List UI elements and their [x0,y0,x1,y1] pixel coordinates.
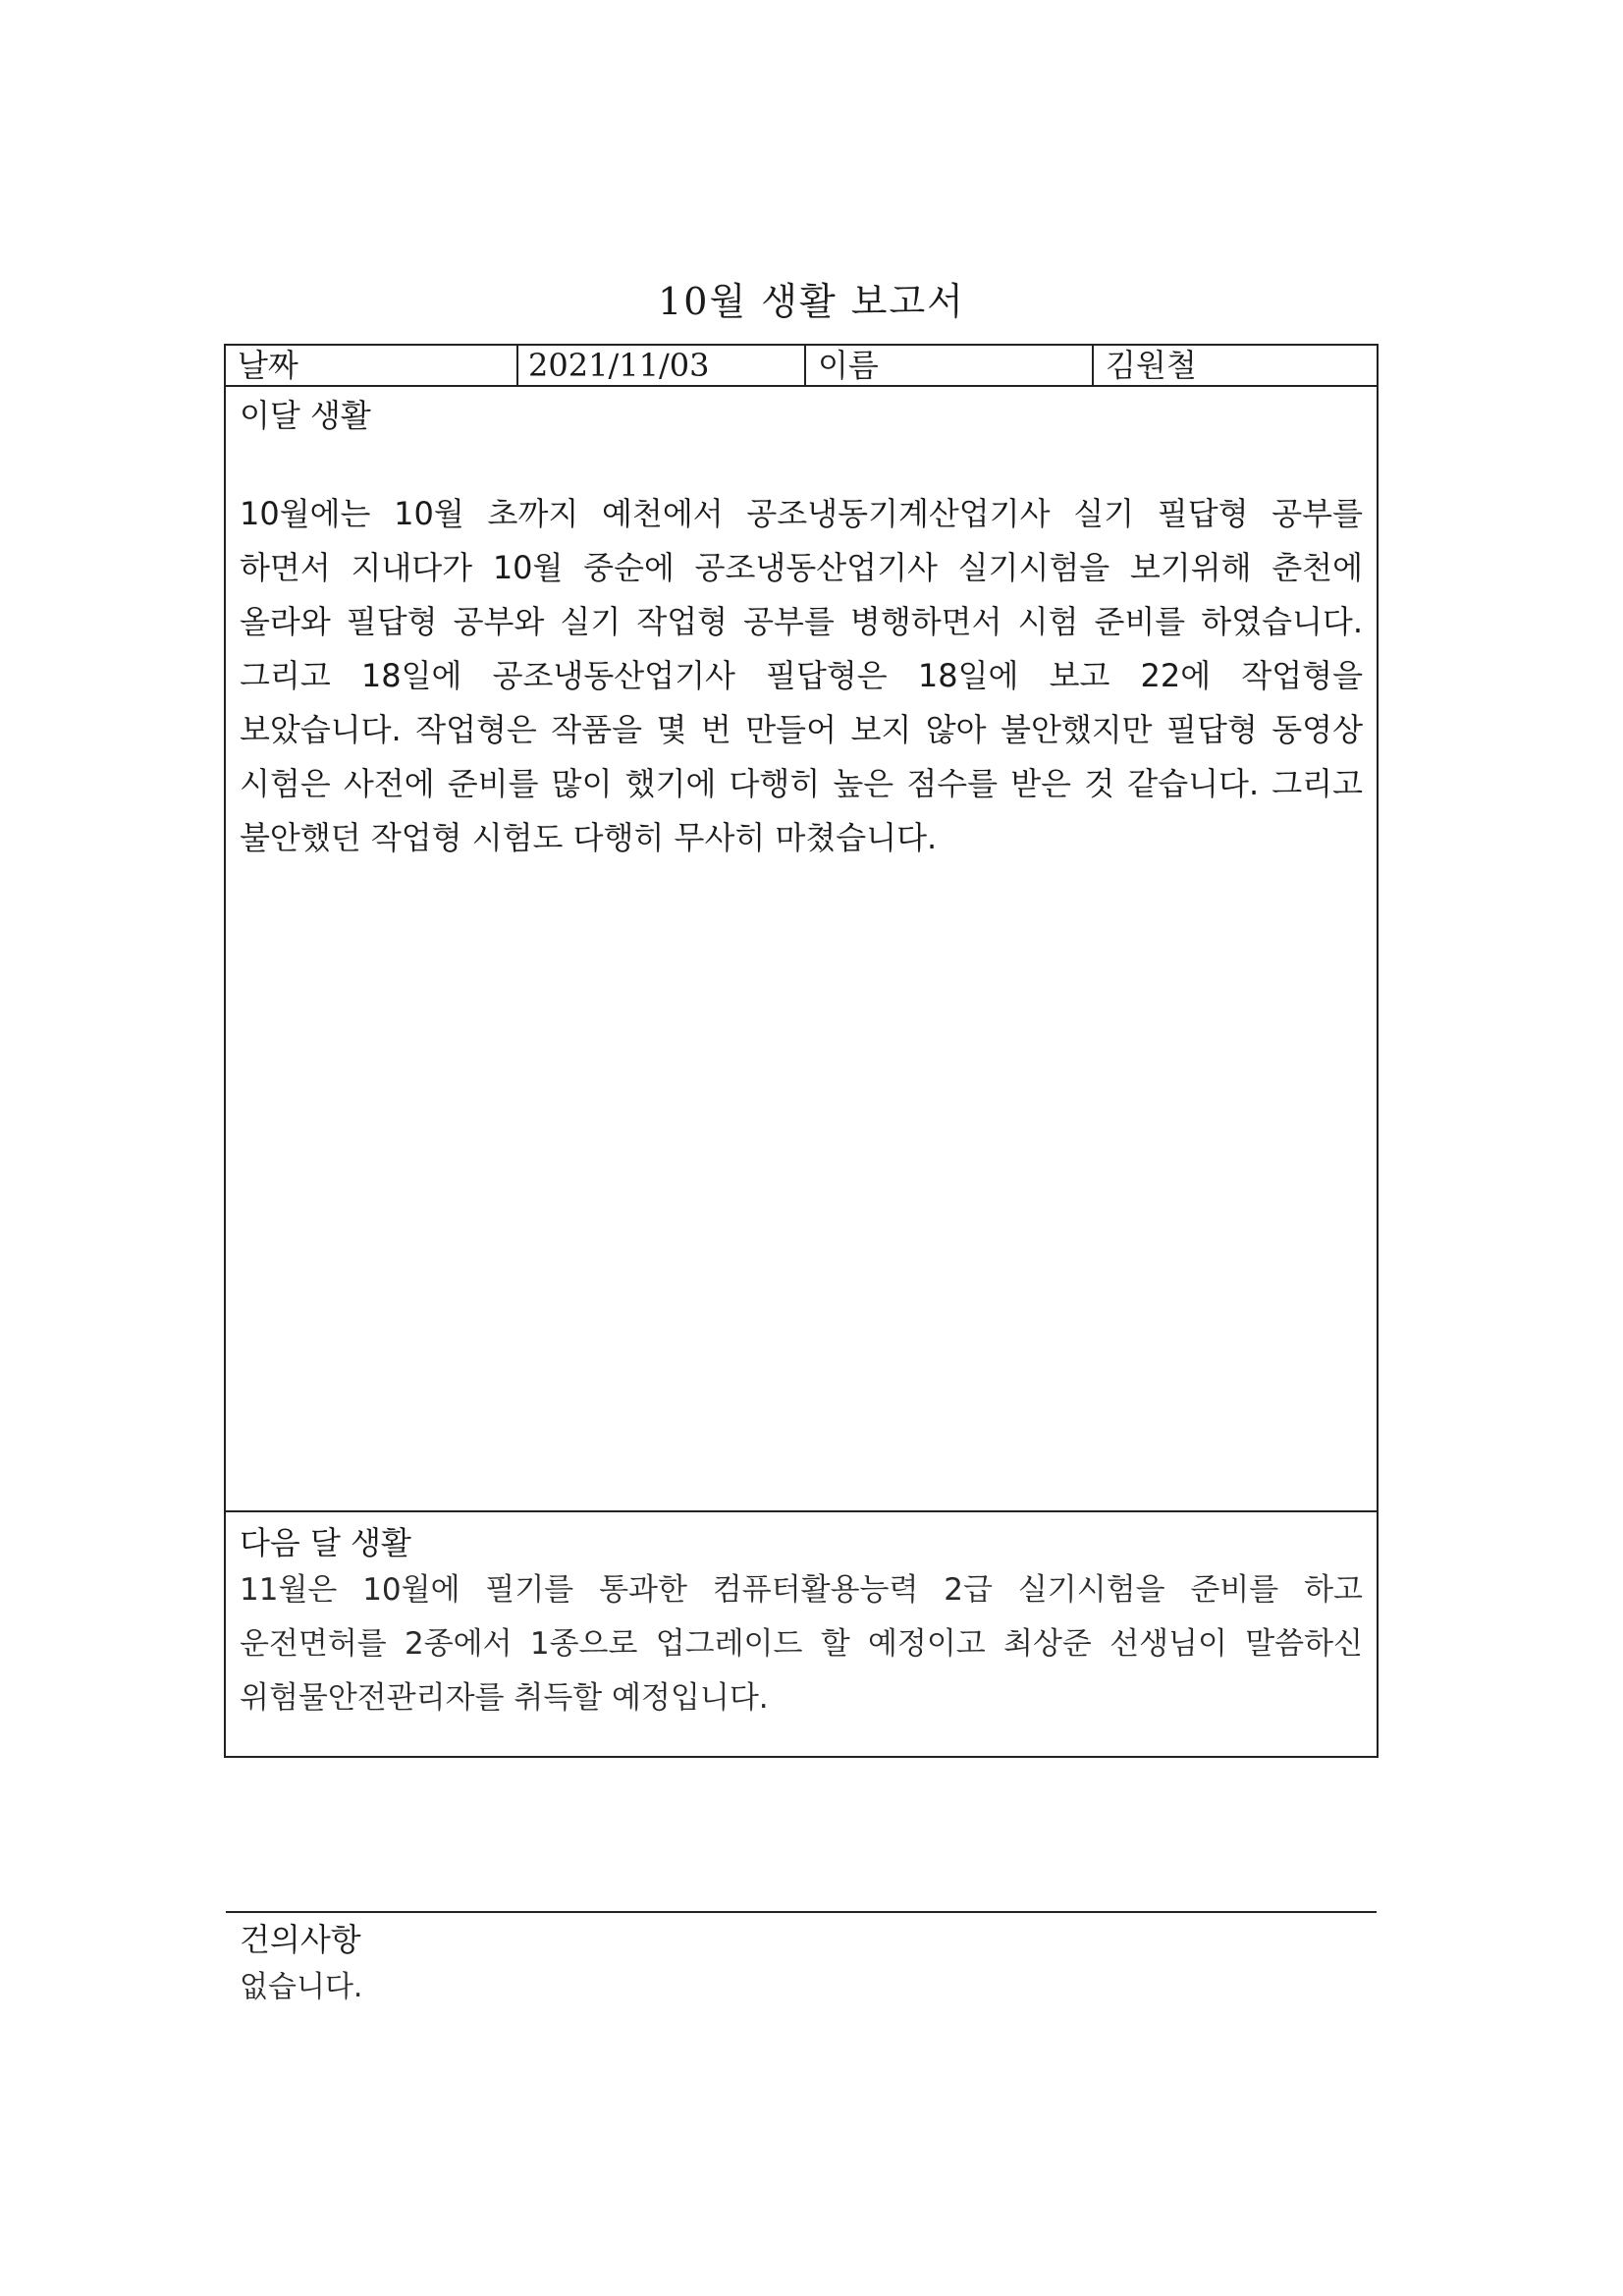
this-month-section [226,387,1377,1512]
date-label: 날짜 [226,346,518,385]
date-value: 2021/11/03 [518,346,806,385]
suggestions-label: 건의사항 [240,1921,361,1958]
document-title: 10월 생활 보고서 [658,280,965,323]
this-month-label: 이달 생활 [240,397,371,434]
header-row [226,346,1377,387]
suggestions-section [226,1913,1377,2041]
next-month-text: 11월은 10월에 필기를 통과한 컴퓨터활용능력 2급 실기시험을 준비를 하고 운전면허를 2종에서 1종으로 업그레이드 할 예정이고 최상준 선생님이 말씀하신 위험물안전관리자를 취득할 예정입니다. [240,1572,1363,1716]
report-form [224,344,1379,2004]
next-month-label: 다음 달 생활 [240,1524,411,1561]
suggestions-text: 없습니다. [240,1970,363,2004]
name-label: 이름 [806,346,1094,385]
next-month-section [226,1512,1377,1913]
name-value: 김원철 [1106,347,1197,384]
this-month-text: 10월에는 10월 초까지 예천에서 공조냉동기계산업기사 실기 필답형 공부를 하면서 지내다가 10월 중순에 공조냉동산업기사 실기시험을 보기위해 춘천에 올라와 필답형 공부와 실기 작업형 공부를 병행하면서 시험 준비를 하였습니다. 그리고 18일에 공조냉동산업기사 필답형은 18일에 보고 22에 작업형을 보았습니다. 작업형은 작품을 몇 번 만들어 보지 않아 불안했지만 필답형 동영상 시험은 사전에 준비를 많이 했기에 다행히 높은 점수를 받은 것 같습니다. 그리고 불안했던 작업형 시험도 다행히 무사히 마쳤습니다. [240,495,1363,856]
